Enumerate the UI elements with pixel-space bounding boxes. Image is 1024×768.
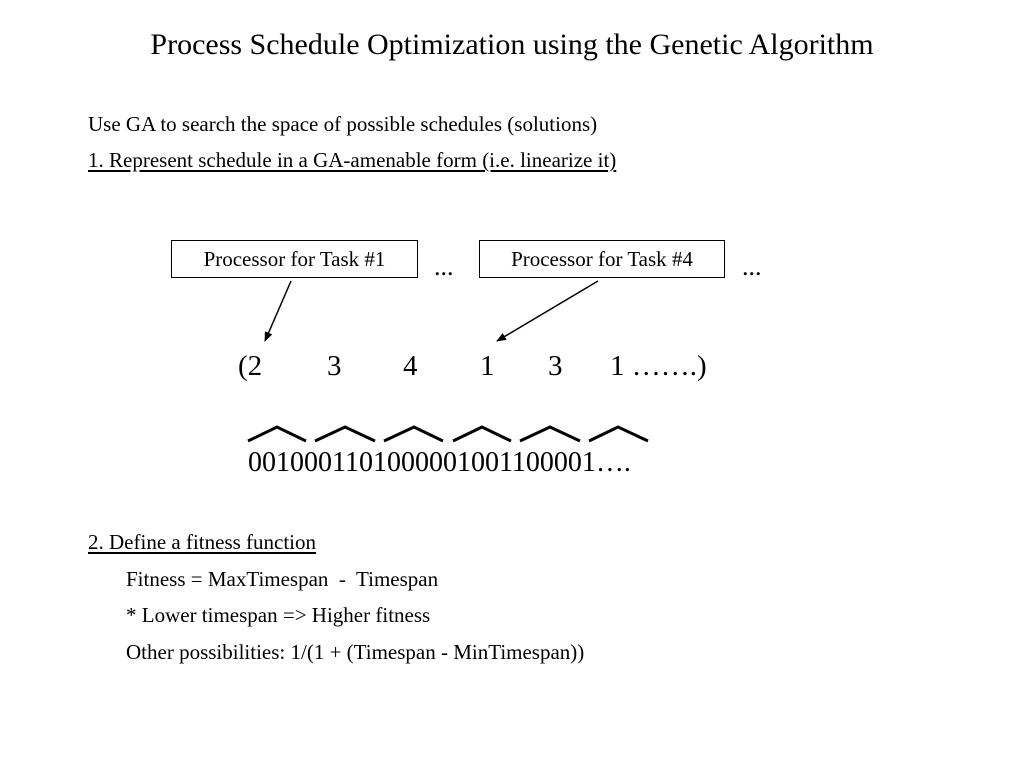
step1-heading: 1. Represent schedule in a GA-amenable form (i.e. linearize it) — [88, 148, 617, 172]
arrow-task4 — [497, 281, 598, 341]
bit-group-brace-3 — [384, 427, 443, 441]
ellipsis-2: ... — [742, 252, 762, 281]
other-possibilities: Other possibilities: 1/(1 + (Timespan - MinTimespan)) — [126, 640, 585, 664]
sequence-open: (2 — [238, 350, 263, 382]
bit-group-brace-1 — [248, 427, 306, 441]
bit-group-brace-4 — [453, 427, 511, 441]
sequence-value: 3 — [327, 350, 342, 382]
step2-heading: 2. Define a fitness function — [88, 530, 317, 554]
bit-string: 0010001101000001001100001…. — [248, 447, 631, 478]
sequence-tail: 1 …….) — [610, 350, 707, 382]
bit-group-brace-6 — [589, 427, 648, 441]
slide-title: Process Schedule Optimization using the Genetic Algorithm — [150, 28, 874, 61]
bit-group-brace-2 — [315, 427, 375, 441]
box-processor-task-4: Processor for Task #4 — [479, 240, 725, 278]
intro-line: Use GA to search the space of possible schedules (solutions) — [88, 112, 598, 136]
sequence-value: 4 — [403, 350, 418, 382]
ellipsis-1: ... — [434, 252, 454, 281]
fitness-formula: Fitness = MaxTimespan - Timespan — [126, 567, 439, 591]
bit-group-brace-5 — [520, 427, 580, 441]
box-processor-task-1: Processor for Task #1 — [171, 240, 418, 278]
arrow-task1 — [265, 281, 291, 341]
fitness-note: * Lower timespan => Higher fitness — [126, 603, 431, 627]
sequence-value: 3 — [548, 350, 563, 382]
sequence-value: 1 — [480, 350, 495, 382]
